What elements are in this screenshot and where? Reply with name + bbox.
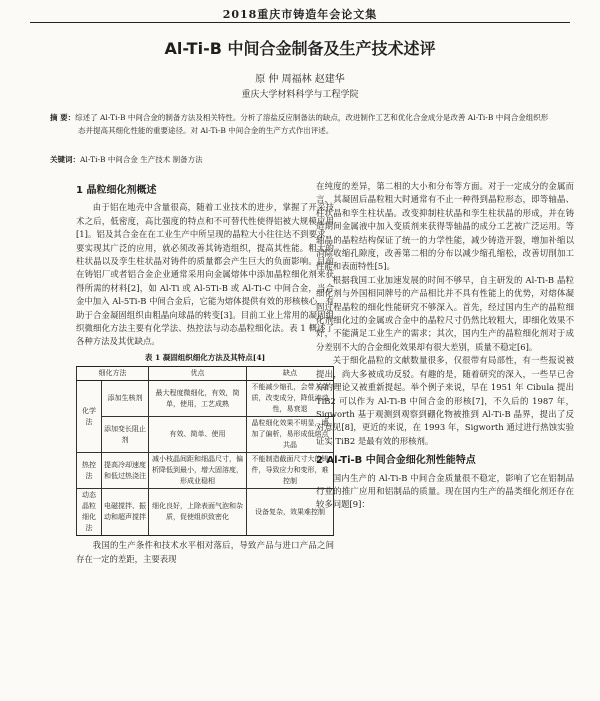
section-1-heading: 1 晶粒细化剂概述 (76, 185, 157, 196)
left-column (76, 180, 334, 566)
table-cell-pros: 最大程度微细化，有效，简单，使用，工艺成熟 (149, 381, 247, 417)
table-1 (76, 366, 334, 536)
table-cell-pros: 有效、简单、使用 (149, 417, 247, 453)
header-rule (30, 22, 570, 23)
table-cell-pros: 减小枝晶间距和细晶尺寸，偏析降低到最小，增大固溶度，形成业稳相 (149, 453, 247, 489)
paper-title: Al-Ti-B 中间合金制备及生产技术述评 (164, 39, 436, 58)
abstract-text: 综述了 Al-Ti-B 中间合金的制备方法及相关特性。分析了溶盐反应制备法的缺点，改进制作工艺和优化合金成分是改善 Al-Ti-B 中间合金组织形态并提高其细化性能的重要途径。对 Al-Ti-B 中间合金的生产方式作出评述。 (75, 113, 549, 135)
right-column (316, 180, 574, 512)
table-1-caption: 表 1 凝固组织细化方法及其特点[4] (144, 352, 266, 362)
table-header-method: 细化方法 (77, 367, 149, 381)
table-cell-cons: 不能制造截面尺寸大的铸件，导致应力和变形，难控制 (246, 453, 333, 489)
table-row (77, 453, 334, 489)
table-cell-cons: 晶粒细化效果不明显，增加了偏析，易形成低熔点共晶 (246, 417, 333, 453)
table-cell-method: 添加变长阻止剂 (102, 417, 149, 453)
table-row (77, 417, 334, 453)
keywords-label: 关键词： (50, 155, 80, 164)
abstract-label: 摘 要： (50, 113, 76, 122)
table-cell-method: 提高冷却速度和低过热浇注 (102, 453, 149, 489)
right-paragraph-4: 国内生产的 Al-Ti-B 中间合金质量很不稳定，影响了它在铝制品行业的推广应用和铝制品的质量。现在国内生产的晶类细化剂还存在较多问题[9]： (316, 472, 574, 510)
table-cell-group: 化学法 (77, 381, 102, 453)
table-header-pros: 优点 (149, 367, 247, 381)
table-cell-method: 电磁搅拌、振动和超声搅拌 (102, 489, 149, 536)
table-cell-cons: 设备复杂，效果难控制 (246, 489, 333, 536)
right-paragraph-3: 关于细化晶粒的文献数量很多，仅很带有局部性，有一些报说被提出，尚大多被成功反驳。有趣的是，随着研究的深入，一些早已舍弃的理论又被重新提起。举个例子来说，早在 1951 年 Cibula 提出 TiB2 可以作为 Al-Ti-B 中间合金的形核[7]，不久后的 1987 年，Sigworth 基于观测到观察到硼化物被推到 Al-Ti-B 晶界，提出了反对意见[8]，更近的来说，在 1993 年，Sigworth 通过进行热蚀实验证实 TiB2 是最有效的形核剂。 (316, 355, 574, 446)
right-paragraph-2: 根据我国工业加速发展的时间不够早，自主研发的 Al-Ti-B 晶粒细化剂与外国相同牌号的产品相比并不具有性能上的优势，对熔体凝固过程晶粒的细化性能研究不够深入。首先，经过国内生产的晶粒细化剂细化过的金属或合金中的晶粒尺寸仍然比较粗大，即细化效果不好，不能满足工业生产的需求；其次，国内生产的晶粒细化剂对于成分差别不大的合金细化效果却有很大差别，质量不稳定[6]。 (316, 274, 574, 352)
section-2-heading: 2 Al-Ti-B 中间合金细化剂性能特点 (316, 455, 476, 467)
table-row (77, 489, 334, 536)
right-paragraph-1: 在纯度的差异，第二相的大小和分布等方面。对于一定成分的金属而言，其凝固后晶粒粗大时通常有不止一种得到晶粒形态，即等轴晶、柱状晶和孪生柱状晶。改变抑制柱状晶和孪生柱状晶的形成，并在铸造期间金属液中加入变质剂来获得等轴晶的成分工艺被广泛运用。等轴晶的晶粒结构保证了统一的力学性能，减少铸造开裂，增加补缩以消除收缩孔隙度，改善第二相的分布以减少缩孔缩松，改善切削加工性能和表面特性[5]。 (316, 181, 574, 272)
table-cell-cons: 不能减少缩孔，会带入杂质，改变成分，降低流动性，易衰退 (246, 381, 333, 417)
table-cell-pros: 细化良好，上除表面气泡和杂质，促使组织致密化 (149, 489, 247, 536)
affiliation: 重庆大学材料科学与工程学院 (241, 90, 359, 100)
running-header: 2018重庆市铸造年会论文集 (222, 8, 378, 21)
table-cell-group: 动态晶粒细化法 (77, 489, 102, 536)
table-cell-method: 添加生核剂 (102, 381, 149, 417)
table-header-cons: 缺点 (246, 367, 333, 381)
keywords (50, 154, 550, 166)
abstract (50, 111, 550, 137)
keywords-text: Al-Ti-B 中间合金 生产技术 制备方法 (80, 155, 203, 164)
authors: 原 仲 周福林 赵建华 (255, 74, 345, 85)
section-1-paragraph: 由于铝在地壳中含量很高，随着工业技术的进步，掌握了开采技术之后，低密度，高比强度的特点和不可替代性使得铝被大规模应用[1]。铝及其合金在在工业生产中所呈现的晶粒大小往往达不到要求，要实现其广泛的应用，就必须改善其铸造组织，提高其性能。粗大的柱状晶以及孪生柱状晶对铸件的质量都会产生巨大的负面影响。目前在铸铝厂或者铝合金企业通常采用向金属熔体中添加晶粒细化剂来获得所需的材料[2]，如 Al-Ti 或 Al-5Ti-B 或 Al-Ti-C 中间合金，当合金中加入 Al-5Ti-B 中间合金后，它能为熔体提供有效的形核核心，有助于合金凝固组织由粗晶向球晶的转变[3]。目前工业上常用的凝固组织微细化方法主要有化学法、热控法与动态晶粒细化法。表 1 概述了各种方法及其优缺点。 (76, 202, 334, 347)
paragraph-after-table: 我国的生产条件和技术水平相对落后，导致产品与进口产品之间存在一定的差距，主要表现 (76, 540, 334, 564)
table-row (77, 381, 334, 417)
table-cell-group: 热控法 (77, 453, 102, 489)
